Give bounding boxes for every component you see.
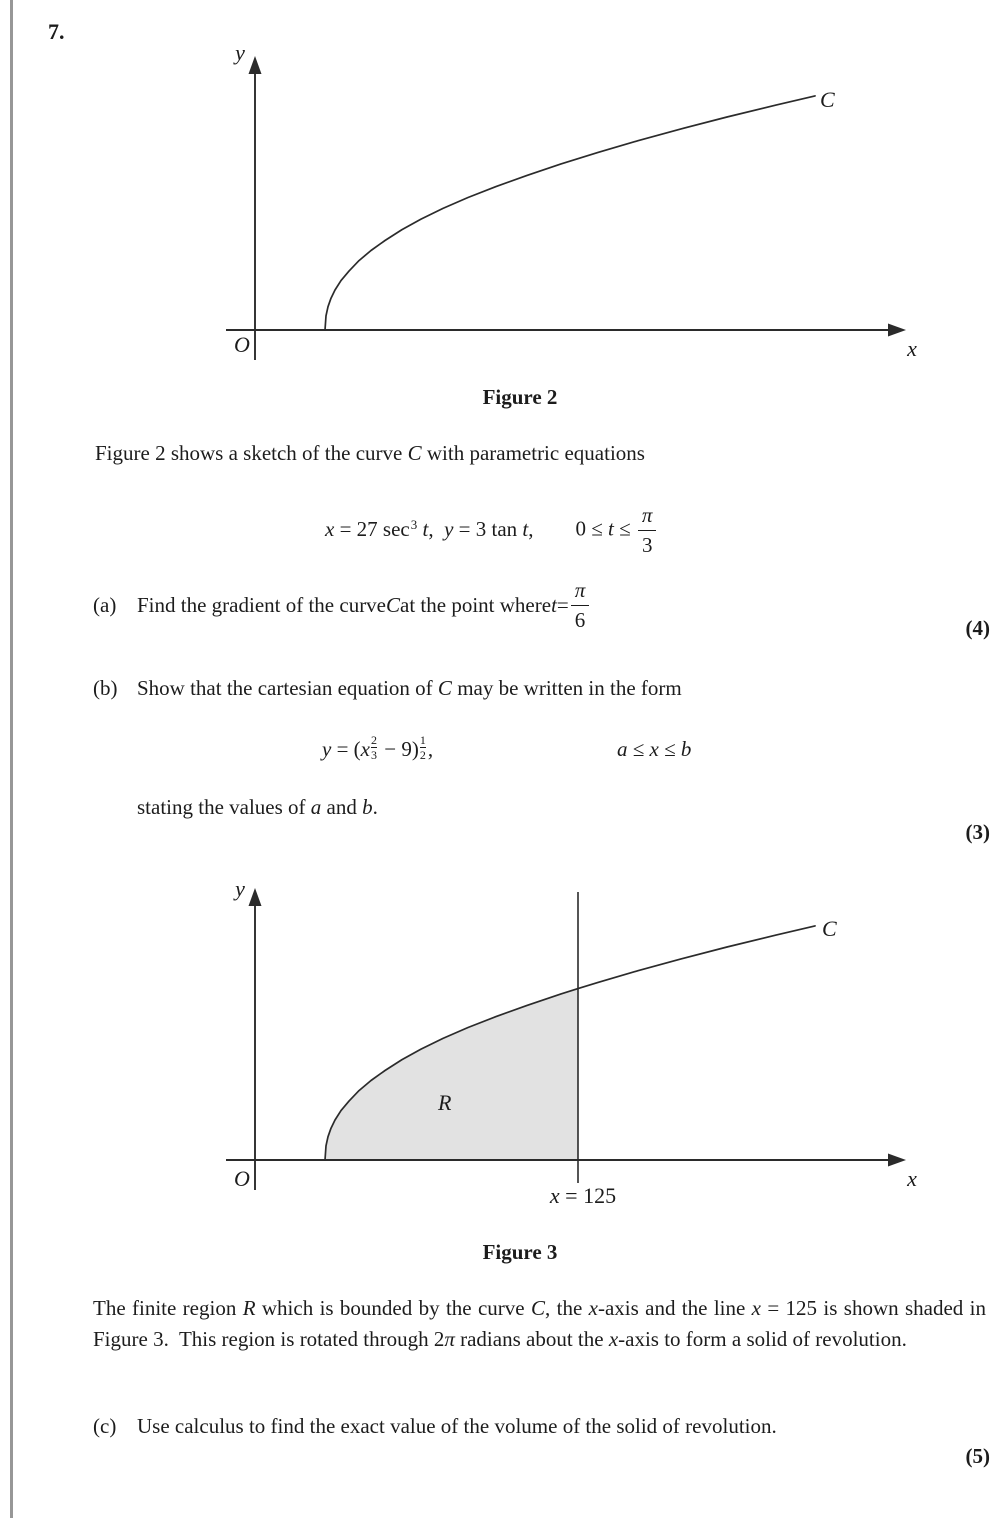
figure2-y-axis-arrow-icon [249, 56, 262, 74]
figure3-y-axis-arrow-icon [249, 888, 262, 906]
figure3-x-axis-label: x [907, 1166, 917, 1191]
part-a-label: (a) [93, 593, 117, 617]
part-c-marks: (5) [965, 1444, 990, 1468]
figure3-origin-label: O [234, 1166, 250, 1191]
figure3-plot [180, 868, 940, 1220]
figure2-curve [325, 96, 815, 330]
part-b-text: Show that the cartesian equation of C may be written in the form [137, 676, 682, 700]
figure3-boundary-label: x = 125 [549, 1183, 617, 1208]
figure2-curve-label: C [820, 87, 835, 112]
figure3-caption: Figure 3 [482, 1240, 558, 1264]
part-c-text: Use calculus to find the exact value of the volume of the solid of revolution. [137, 1414, 777, 1438]
part-a-marks: (4) [965, 616, 990, 640]
figure2-description: Figure 2 shows a sketch of the curve C with parametric equations [95, 441, 645, 465]
figure3-description: The finite region R which is bounded by the curve C, the x-axis and the line x = 125 is shown shaded in Figure 3. This region is rotated through 2π radians about the x-axis to form a solid of revolution. [93, 1296, 986, 1351]
part-c-label: (c) [93, 1414, 117, 1438]
part-b-text-2: stating the values of a and b. [137, 795, 378, 819]
left-margin-rule [10, 0, 13, 1518]
part-a-text: Find the gradient of the curve C at the point where t = $\frac{\pi}{6}$ [137, 576, 591, 634]
figure2-caption: Figure 2 [482, 385, 558, 409]
cartesian-equation: y = (x $\frac{2}{3}$ − 9) $\frac{1}{2}$ , [322, 733, 434, 762]
parametric-equation [325, 503, 658, 557]
question-number: 7. [48, 19, 65, 44]
parametric-equation-left: x = 27 $\sec^3 t$, y = 3 tan t, [325, 516, 534, 541]
figure3-shaded-region [325, 989, 578, 1160]
figure3-y-axis-label: y [235, 876, 245, 901]
figure2-x-axis-label: x [907, 336, 917, 361]
figure3-x-axis-arrow-icon [888, 1154, 906, 1167]
cartesian-domain: a ≤ x ≤ b [617, 737, 692, 761]
part-b-label: (b) [93, 676, 118, 700]
part-b-marks: (3) [965, 820, 990, 844]
figure2-x-axis-arrow-icon [888, 324, 906, 337]
figure2-origin-label: O [234, 332, 250, 357]
parametric-domain: 0 ≤ t ≤ $\frac{\pi}{3}$ [576, 505, 659, 556]
figure2-plot [180, 30, 940, 380]
figure3-curve-label: C [822, 916, 837, 941]
figure3-region-label: R [438, 1090, 452, 1115]
figure2-y-axis-label: y [235, 40, 245, 65]
